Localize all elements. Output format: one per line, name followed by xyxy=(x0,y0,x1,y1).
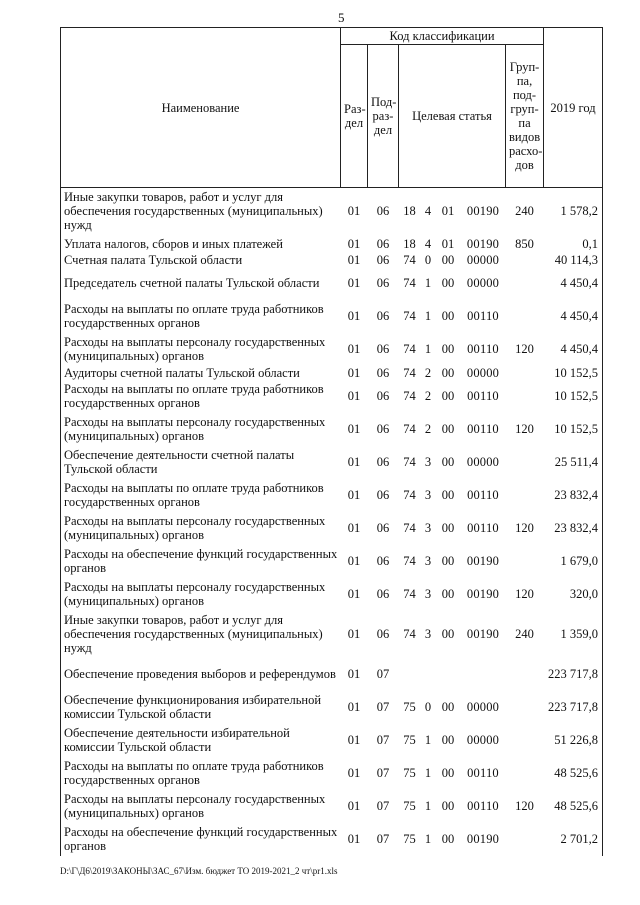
row-section: 01 xyxy=(347,276,361,290)
row-expense-group: 240 xyxy=(515,204,534,219)
row-section: 01 xyxy=(347,422,361,436)
row-amount: 4 450,4 xyxy=(544,333,603,366)
row-expense-group xyxy=(506,724,544,757)
row-subsection: 06 xyxy=(376,276,390,290)
table-row xyxy=(61,512,603,545)
row-target-main-event: 00 xyxy=(441,554,455,568)
row-expense-group xyxy=(506,267,544,300)
row-target-main-event: 01 xyxy=(441,236,455,251)
table-row xyxy=(61,724,603,757)
row-subsection: 06 xyxy=(376,389,390,403)
table-row xyxy=(61,757,603,790)
row-amount: 223 717,8 xyxy=(544,658,603,691)
row-target-subprogram: 4 xyxy=(424,236,432,251)
row-target-main-event: 00 xyxy=(441,389,455,403)
row-subsection: 06 xyxy=(376,309,390,323)
row-target-main-event: 00 xyxy=(441,627,455,641)
row-subsection: 06 xyxy=(376,365,390,380)
row-subsection: 07 xyxy=(376,799,390,813)
table-row xyxy=(61,366,603,380)
row-target-program: 75 xyxy=(403,700,416,714)
row-target-main-event: 00 xyxy=(441,488,455,502)
row-amount: 40 114,3 xyxy=(544,253,603,267)
row-target-subprogram: 2 xyxy=(424,365,432,380)
row-target-main-event: 00 xyxy=(441,766,455,780)
row-target-subprogram: 0 xyxy=(424,700,432,714)
row-target-direction: 00110 xyxy=(467,309,499,323)
row-name: Иные закупки товаров, работ и услуг для обеспечения государственных (муниципальных) нужд xyxy=(61,188,341,235)
row-subsection: 07 xyxy=(376,766,390,780)
row-target-program: 74 xyxy=(403,488,416,502)
row-target-direction: 00110 xyxy=(467,799,499,813)
row-target-main-event: 00 xyxy=(441,455,455,469)
row-name: Расходы на выплаты персоналу государственных (муниципальных) органов xyxy=(61,512,341,545)
row-expense-group xyxy=(506,300,544,333)
header-subsection: Под-раз-дел xyxy=(368,45,399,188)
row-target-program xyxy=(399,658,421,691)
row-target-direction: 00000 xyxy=(466,455,500,469)
row-target-main-event: 01 xyxy=(441,204,455,219)
row-amount: 0,1 xyxy=(544,235,603,253)
row-target-program: 74 xyxy=(403,389,416,403)
row-target-subprogram: 3 xyxy=(424,455,432,469)
row-amount: 2 701,2 xyxy=(544,823,603,856)
row-target-direction: 00110 xyxy=(467,389,499,403)
row-expense-group: 120 xyxy=(515,587,534,601)
row-target-direction: 00190 xyxy=(466,627,500,641)
row-amount: 23 832,4 xyxy=(544,512,603,545)
row-name: Обеспечение деятельности счетной палаты Тульской области xyxy=(61,446,341,479)
row-target-program: 75 xyxy=(403,766,416,780)
row-amount: 10 152,5 xyxy=(544,380,603,413)
row-expense-group: 850 xyxy=(515,236,534,251)
row-target-program: 74 xyxy=(403,365,416,380)
row-expense-group: 120 xyxy=(515,521,534,535)
table-row xyxy=(61,235,603,253)
row-name: Председатель счетной палаты Тульской области xyxy=(61,267,341,300)
row-subsection: 06 xyxy=(376,455,390,469)
row-target-direction xyxy=(461,658,506,691)
table-row xyxy=(61,188,603,235)
row-target-subprogram: 1 xyxy=(424,799,432,813)
table-row xyxy=(61,253,603,267)
table-row xyxy=(61,823,603,856)
row-target-main-event: 00 xyxy=(441,309,455,323)
table-body xyxy=(61,188,603,856)
row-name: Расходы на обеспечение функций государственных органов xyxy=(61,545,341,578)
row-target-main-event: 00 xyxy=(441,799,455,813)
row-name: Аудиторы счетной палаты Тульской области xyxy=(61,366,341,380)
row-target-subprogram: 1 xyxy=(424,832,432,846)
row-subsection: 07 xyxy=(376,667,390,681)
row-target-program: 74 xyxy=(403,627,416,641)
row-section: 01 xyxy=(347,521,361,535)
row-section: 01 xyxy=(347,554,361,568)
row-target-main-event: 00 xyxy=(441,733,455,747)
row-subsection: 06 xyxy=(376,521,390,535)
row-section: 01 xyxy=(347,309,361,323)
row-target-subprogram: 4 xyxy=(424,204,432,219)
row-amount: 1 578,2 xyxy=(544,188,603,235)
row-target-main-event: 00 xyxy=(441,342,455,356)
row-section: 01 xyxy=(347,832,361,846)
row-amount: 1 679,0 xyxy=(544,545,603,578)
row-target-program: 74 xyxy=(403,554,416,568)
row-expense-group xyxy=(506,823,544,856)
row-subsection: 06 xyxy=(376,488,390,502)
header-classification-code: Код классификации xyxy=(341,28,544,45)
row-target-subprogram: 2 xyxy=(424,422,432,436)
row-subsection: 06 xyxy=(376,204,390,219)
table-row xyxy=(61,267,603,300)
table-row xyxy=(61,611,603,658)
row-target-direction: 00190 xyxy=(466,832,500,846)
row-subsection: 07 xyxy=(376,700,390,714)
row-name: Обеспечение деятельности избирательной комиссии Тульской области xyxy=(61,724,341,757)
row-expense-group xyxy=(506,446,544,479)
row-name: Уплата налогов, сборов и иных платежей xyxy=(61,235,341,253)
row-target-direction: 00190 xyxy=(466,204,500,219)
budget-table xyxy=(60,27,603,856)
table-row xyxy=(61,446,603,479)
row-expense-group xyxy=(506,380,544,413)
row-name: Расходы на выплаты по оплате труда работников государственных органов xyxy=(61,300,341,333)
row-target-main-event: 00 xyxy=(441,700,455,714)
table-row xyxy=(61,578,603,611)
row-subsection: 07 xyxy=(376,733,390,747)
row-target-direction: 00000 xyxy=(466,252,500,267)
row-amount: 10 152,5 xyxy=(544,413,603,446)
row-target-program: 75 xyxy=(403,733,416,747)
row-target-subprogram: 2 xyxy=(424,389,432,403)
row-subsection: 06 xyxy=(376,342,390,356)
row-target-direction: 00110 xyxy=(467,342,499,356)
row-target-direction: 00000 xyxy=(466,365,500,380)
row-amount: 4 450,4 xyxy=(544,267,603,300)
row-target-subprogram: 3 xyxy=(424,521,432,535)
row-section: 01 xyxy=(347,252,361,267)
row-expense-group xyxy=(506,366,544,380)
row-name: Обеспечение функционирования избирательной комиссии Тульской области xyxy=(61,691,341,724)
row-target-main-event xyxy=(436,658,461,691)
file-path-footer: D:\Г\Д6\2019\ЗАКОНЫ\ЗАС_67\Изм. бюджет ТО 2019-2021_2 чт\pr1.xls xyxy=(60,866,338,876)
row-section: 01 xyxy=(347,766,361,780)
row-target-program: 18 xyxy=(403,204,416,219)
row-expense-group: 120 xyxy=(515,342,534,356)
row-name: Расходы на обеспечение функций государственных органов xyxy=(61,823,341,856)
row-expense-group xyxy=(506,253,544,267)
row-target-subprogram: 3 xyxy=(424,627,432,641)
row-amount: 51 226,8 xyxy=(544,724,603,757)
row-target-main-event: 00 xyxy=(441,365,455,380)
row-section: 01 xyxy=(347,627,361,641)
row-section: 01 xyxy=(347,389,361,403)
row-expense-group xyxy=(506,658,544,691)
row-section: 01 xyxy=(347,204,361,219)
row-section: 01 xyxy=(347,365,361,380)
row-target-program: 75 xyxy=(403,799,416,813)
row-name: Расходы на выплаты персоналу государственных (муниципальных) органов xyxy=(61,333,341,366)
table-row xyxy=(61,380,603,413)
row-amount: 4 450,4 xyxy=(544,300,603,333)
header-target-article: Целевая статья xyxy=(399,45,506,188)
row-target-program: 74 xyxy=(403,342,416,356)
row-section: 01 xyxy=(347,799,361,813)
table-row xyxy=(61,479,603,512)
row-target-program: 74 xyxy=(403,422,416,436)
row-target-program: 74 xyxy=(403,309,416,323)
row-target-main-event: 00 xyxy=(441,276,455,290)
row-target-subprogram: 1 xyxy=(424,309,432,323)
row-amount: 23 832,4 xyxy=(544,479,603,512)
table-row xyxy=(61,333,603,366)
row-name: Расходы на выплаты персоналу государственных (муниципальных) органов xyxy=(61,578,341,611)
row-name: Расходы на выплаты персоналу государственных (муниципальных) органов xyxy=(61,413,341,446)
row-target-main-event: 00 xyxy=(441,832,455,846)
header-name: Наименование xyxy=(61,28,341,188)
row-amount: 25 511,4 xyxy=(544,446,603,479)
row-target-subprogram: 3 xyxy=(424,587,432,601)
row-target-program: 74 xyxy=(403,455,416,469)
row-subsection: 06 xyxy=(376,252,390,267)
row-section: 01 xyxy=(347,667,361,681)
row-amount: 1 359,0 xyxy=(544,611,603,658)
table-row xyxy=(61,790,603,823)
row-expense-group: 120 xyxy=(515,422,534,436)
row-target-subprogram: 3 xyxy=(424,488,432,502)
header-section: Раз-дел xyxy=(341,45,368,188)
row-section: 01 xyxy=(347,733,361,747)
row-subsection: 06 xyxy=(376,627,390,641)
table-row xyxy=(61,691,603,724)
page-number: 5 xyxy=(338,10,345,25)
header-expense-group: Груп-па, под-груп-па видов расхо-дов xyxy=(506,45,544,188)
row-section: 01 xyxy=(347,236,361,251)
row-subsection: 06 xyxy=(376,587,390,601)
row-expense-group: 240 xyxy=(515,627,534,641)
row-section: 01 xyxy=(347,587,361,601)
row-target-program: 75 xyxy=(403,832,416,846)
row-target-direction: 00110 xyxy=(467,521,499,535)
row-name: Расходы на выплаты персоналу государственных (муниципальных) органов xyxy=(61,790,341,823)
row-expense-group xyxy=(506,545,544,578)
row-target-direction: 00110 xyxy=(467,766,499,780)
row-target-program: 74 xyxy=(403,587,416,601)
row-target-subprogram: 3 xyxy=(424,554,432,568)
row-target-subprogram: 0 xyxy=(424,252,432,267)
row-expense-group: 120 xyxy=(515,799,534,813)
row-name: Обеспечение проведения выборов и референдумов xyxy=(61,658,341,691)
row-name: Расходы на выплаты по оплате труда работников государственных органов xyxy=(61,380,341,413)
row-amount: 10 152,5 xyxy=(544,366,603,380)
row-target-program: 18 xyxy=(403,236,416,251)
row-expense-group xyxy=(506,757,544,790)
row-target-main-event: 00 xyxy=(441,587,455,601)
row-amount: 223 717,8 xyxy=(544,691,603,724)
row-target-main-event: 00 xyxy=(441,521,455,535)
row-target-subprogram: 1 xyxy=(424,766,432,780)
row-name: Счетная палата Тульской области xyxy=(61,253,341,267)
row-target-program: 74 xyxy=(403,276,416,290)
row-target-subprogram xyxy=(421,658,436,691)
row-target-subprogram: 1 xyxy=(424,276,432,290)
row-target-direction: 00110 xyxy=(467,422,499,436)
row-target-subprogram: 1 xyxy=(424,342,432,356)
row-section: 01 xyxy=(347,342,361,356)
row-target-main-event: 00 xyxy=(441,252,455,267)
table-row xyxy=(61,545,603,578)
row-target-direction: 00000 xyxy=(466,700,500,714)
row-amount: 48 525,6 xyxy=(544,790,603,823)
table-row xyxy=(61,413,603,446)
row-name: Иные закупки товаров, работ и услуг для обеспечения государственных (муниципальных) нужд xyxy=(61,611,341,658)
row-amount: 48 525,6 xyxy=(544,757,603,790)
row-section: 01 xyxy=(347,455,361,469)
table-row xyxy=(61,300,603,333)
row-subsection: 07 xyxy=(376,832,390,846)
row-name: Расходы на выплаты по оплате труда работников государственных органов xyxy=(61,479,341,512)
row-subsection: 06 xyxy=(376,554,390,568)
row-target-main-event: 00 xyxy=(441,422,455,436)
row-subsection: 06 xyxy=(376,422,390,436)
row-amount: 320,0 xyxy=(544,578,603,611)
row-subsection: 06 xyxy=(376,236,390,251)
row-target-direction: 00110 xyxy=(467,488,499,502)
row-section: 01 xyxy=(347,488,361,502)
table-row xyxy=(61,658,603,691)
row-target-program: 74 xyxy=(403,252,416,267)
row-expense-group xyxy=(506,691,544,724)
row-expense-group xyxy=(506,479,544,512)
row-target-direction: 00000 xyxy=(466,733,500,747)
row-target-subprogram: 1 xyxy=(424,733,432,747)
row-target-direction: 00190 xyxy=(466,236,500,251)
header-year: 2019 год xyxy=(544,28,603,188)
row-target-program: 74 xyxy=(403,521,416,535)
row-section: 01 xyxy=(347,700,361,714)
row-target-direction: 00190 xyxy=(466,554,500,568)
row-target-direction: 00190 xyxy=(466,587,500,601)
row-target-direction: 00000 xyxy=(466,276,500,290)
row-name: Расходы на выплаты по оплате труда работников государственных органов xyxy=(61,757,341,790)
table-header xyxy=(61,28,603,188)
